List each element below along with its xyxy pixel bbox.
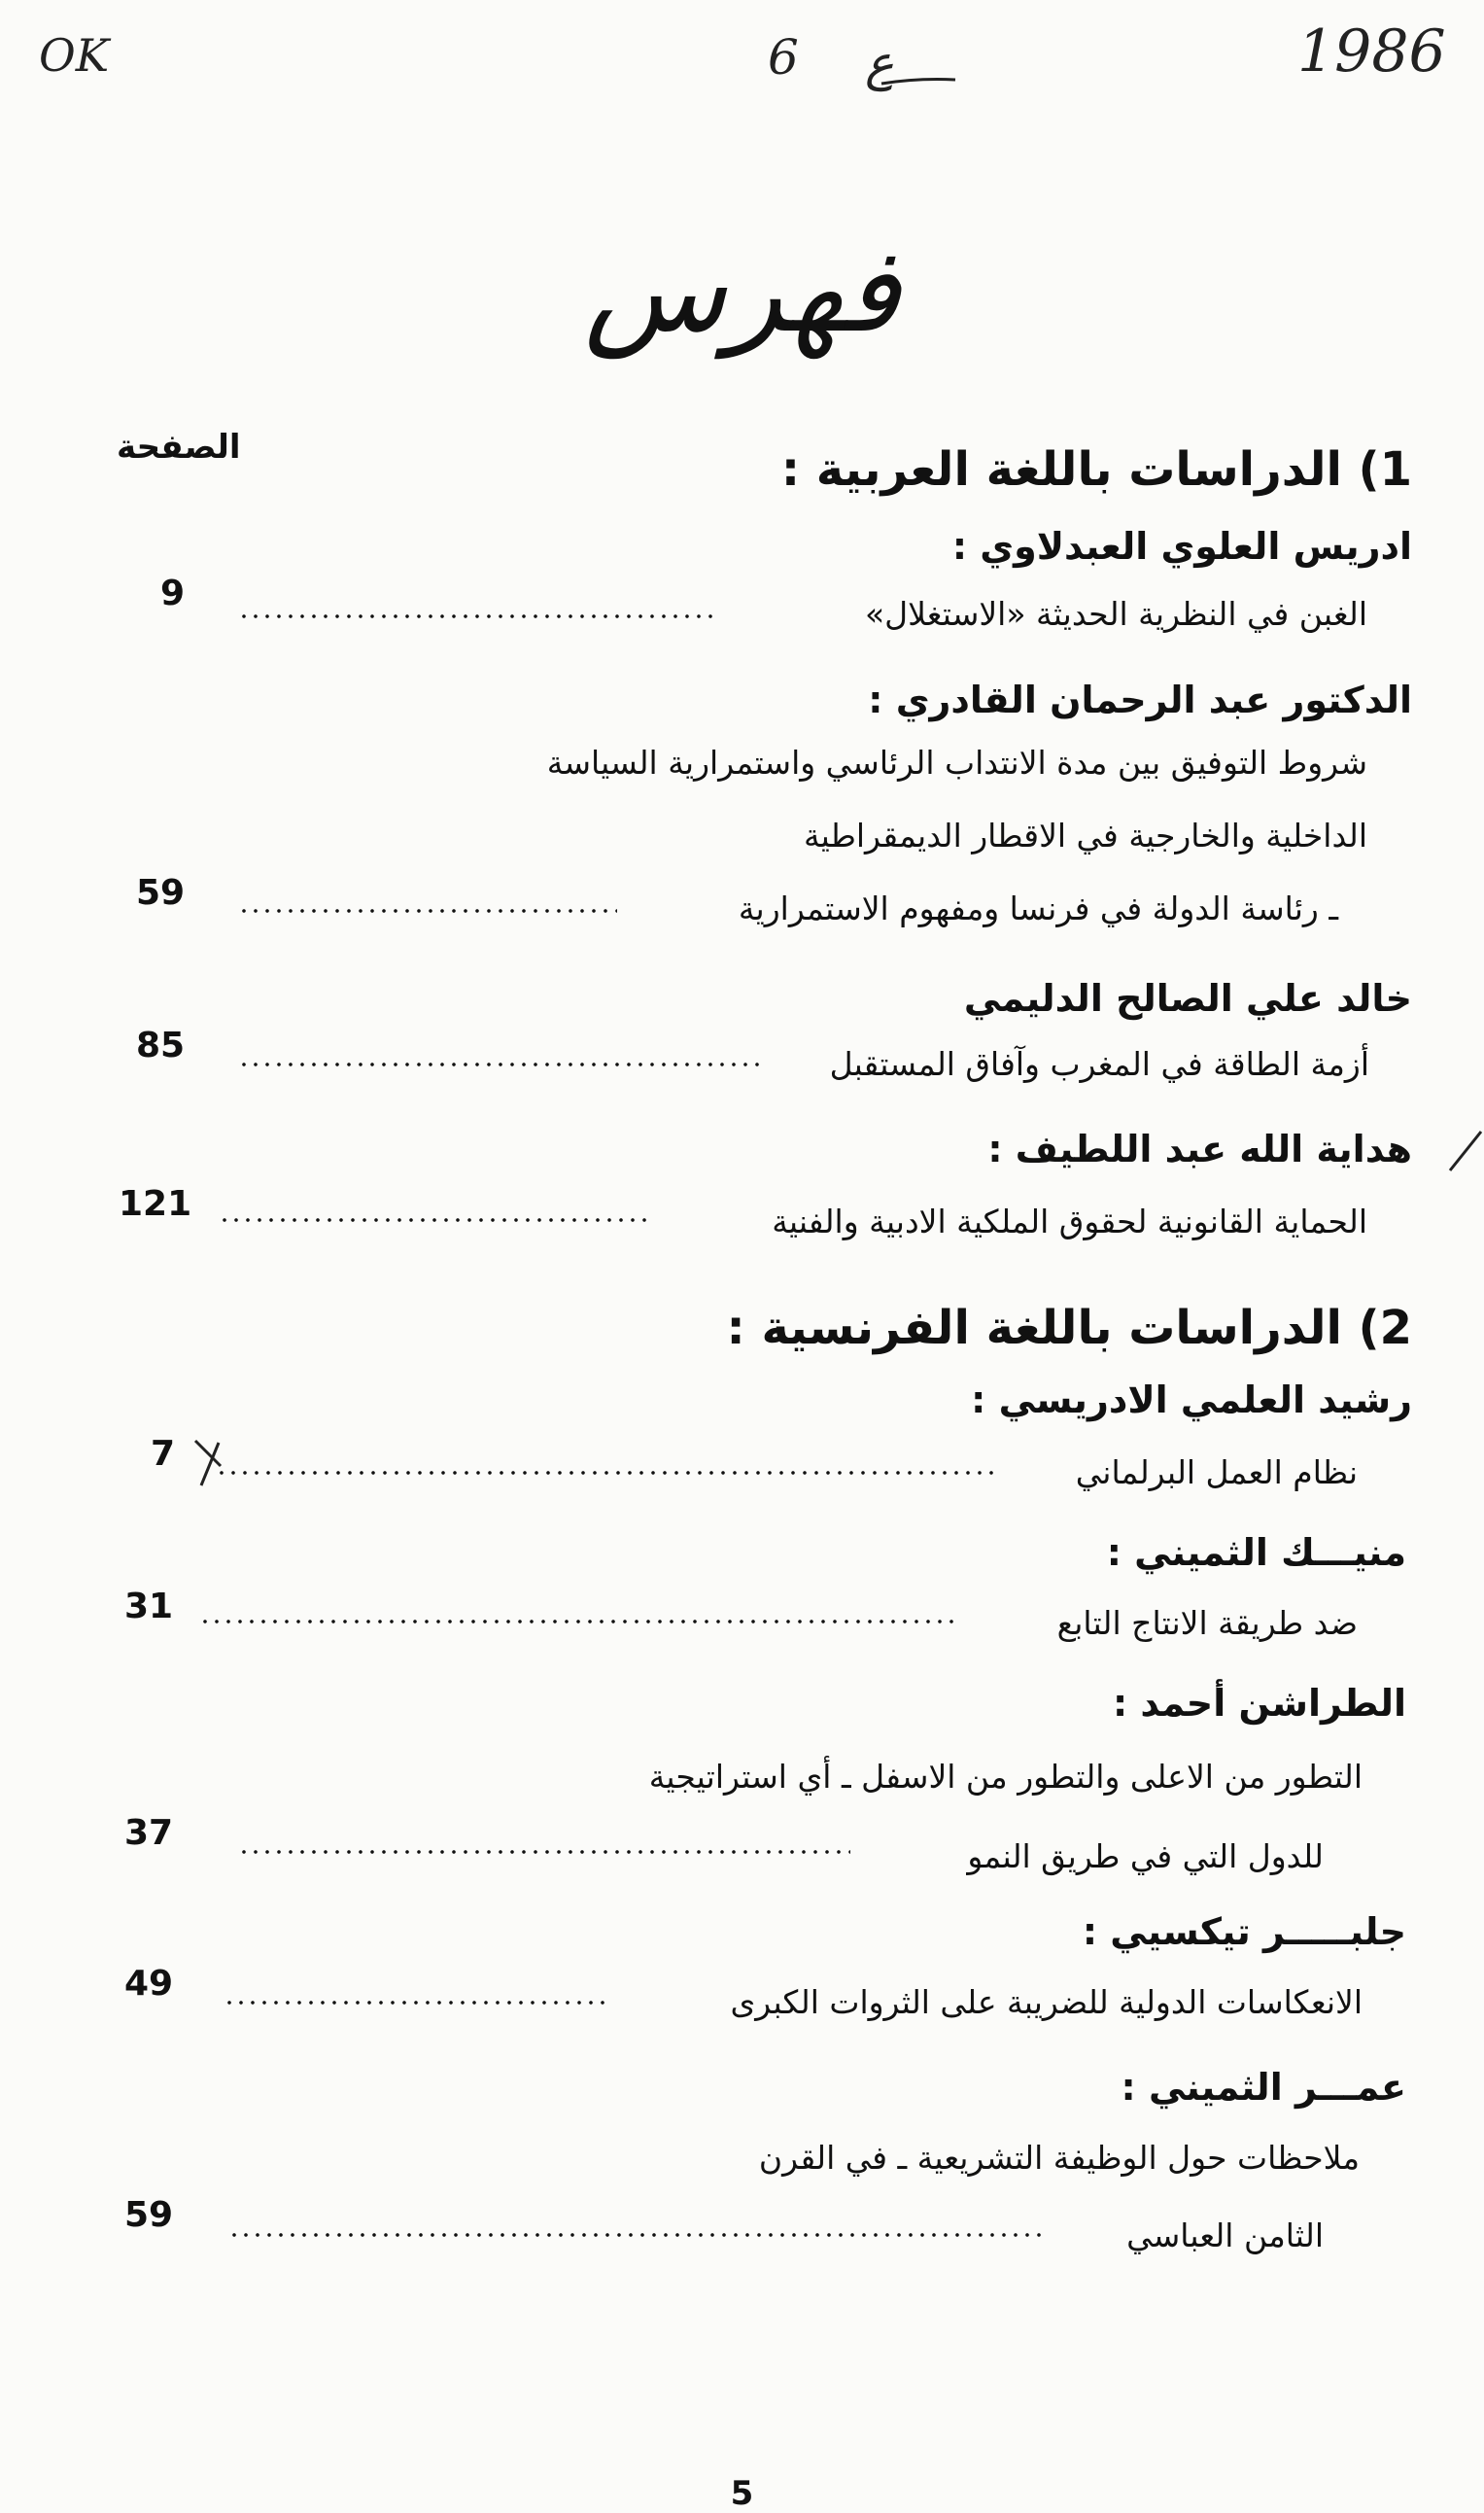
- page-number: 7: [151, 1434, 176, 1474]
- entry-title: الانعكاسات الدولية للضريبة على الثروات الكبرى: [730, 1983, 1363, 2021]
- page-number: 31: [124, 1587, 174, 1626]
- page-folio: 5: [730, 2474, 754, 2513]
- pen-tick-mark: [190, 1437, 228, 1490]
- section-heading-arabic: 1) الدراسات باللغة العربية :: [780, 442, 1412, 497]
- entry-title: أزمة الطاقة في المغرب وآفاق المستقبل: [829, 1045, 1369, 1083]
- page-number: 49: [124, 1964, 174, 2004]
- page-number: 59: [136, 873, 186, 913]
- handwritten-ok: OK: [39, 29, 110, 82]
- author-name: منيـــك الثميني :: [1106, 1531, 1406, 1574]
- page-number: 85: [136, 1026, 186, 1065]
- entry-title: للدول التي في طريق النمو: [967, 1837, 1324, 1875]
- leader-dots: [228, 2233, 1045, 2237]
- author-name: رشيد العلمي الادريسي :: [971, 1379, 1412, 1421]
- entry-title: التطور من الاعلى والتطور من الاسفل ـ أي استراتيجية: [648, 1758, 1363, 1796]
- entry-title: الغبن في النظرية الحديثة «الاستغلال»: [864, 595, 1367, 633]
- author-name: الدكتور عبد الرحمان القادري :: [868, 679, 1412, 721]
- pen-margin-mark: [1446, 1128, 1484, 1176]
- section-heading-french: 2) الدراسات باللغة الفرنسية :: [726, 1301, 1412, 1355]
- leader-dots: [219, 1218, 646, 1222]
- handwritten-letter: ع: [865, 35, 894, 91]
- entry-title: ضد طريقة الانتاج التابع: [1056, 1604, 1358, 1642]
- page-number: 59: [124, 2195, 174, 2235]
- entry-title: الحماية القانونية لحقوق الملكية الادبية والفنية: [772, 1203, 1367, 1240]
- entry-title: شروط التوفيق بين مدة الانتداب الرئاسي واستمرارية السياسة: [546, 744, 1367, 782]
- entry-title: ـ رئاسة الدولة في فرنسا ومفهوم الاستمرارية: [738, 890, 1338, 927]
- page-title: فهرس: [583, 224, 901, 359]
- author-name: خالد علي الصالح الدليمي: [963, 977, 1412, 1020]
- leader-dots: [224, 2001, 612, 2005]
- leader-dots: [216, 1471, 993, 1475]
- author-name: هداية الله عبد اللطيف :: [987, 1128, 1412, 1170]
- page-number: 121: [119, 1184, 192, 1224]
- leader-dots: [238, 909, 617, 913]
- entry-title: الثامن العباسي: [1126, 2216, 1324, 2254]
- page-column-header: الصفحة: [117, 428, 241, 467]
- leader-dots: [199, 1620, 957, 1623]
- entry-title: ملاحظات حول الوظيفة التشريعية ـ في القرن: [758, 2139, 1360, 2177]
- leader-dots: [238, 614, 714, 618]
- author-name: ادريس العلوي العبدلاوي :: [951, 525, 1412, 568]
- entry-title: الداخلية والخارجية في الاقطار الديمقراطية: [803, 817, 1367, 855]
- handwritten-number: 6: [768, 29, 799, 86]
- author-name: جلبـــــر تيكسيي :: [1082, 1910, 1406, 1953]
- author-name: عمـــر الثميني :: [1121, 2066, 1406, 2109]
- page-number: 37: [124, 1813, 174, 1853]
- leader-dots: [238, 1850, 850, 1854]
- pen-underline-mark: [880, 74, 957, 93]
- author-name: الطراشن أحمد :: [1112, 1682, 1406, 1725]
- page-number: 9: [160, 574, 186, 613]
- entry-title: نظام العمل البرلماني: [1075, 1453, 1358, 1491]
- leader-dots: [238, 1063, 763, 1066]
- handwritten-year: 1986: [1297, 17, 1446, 86]
